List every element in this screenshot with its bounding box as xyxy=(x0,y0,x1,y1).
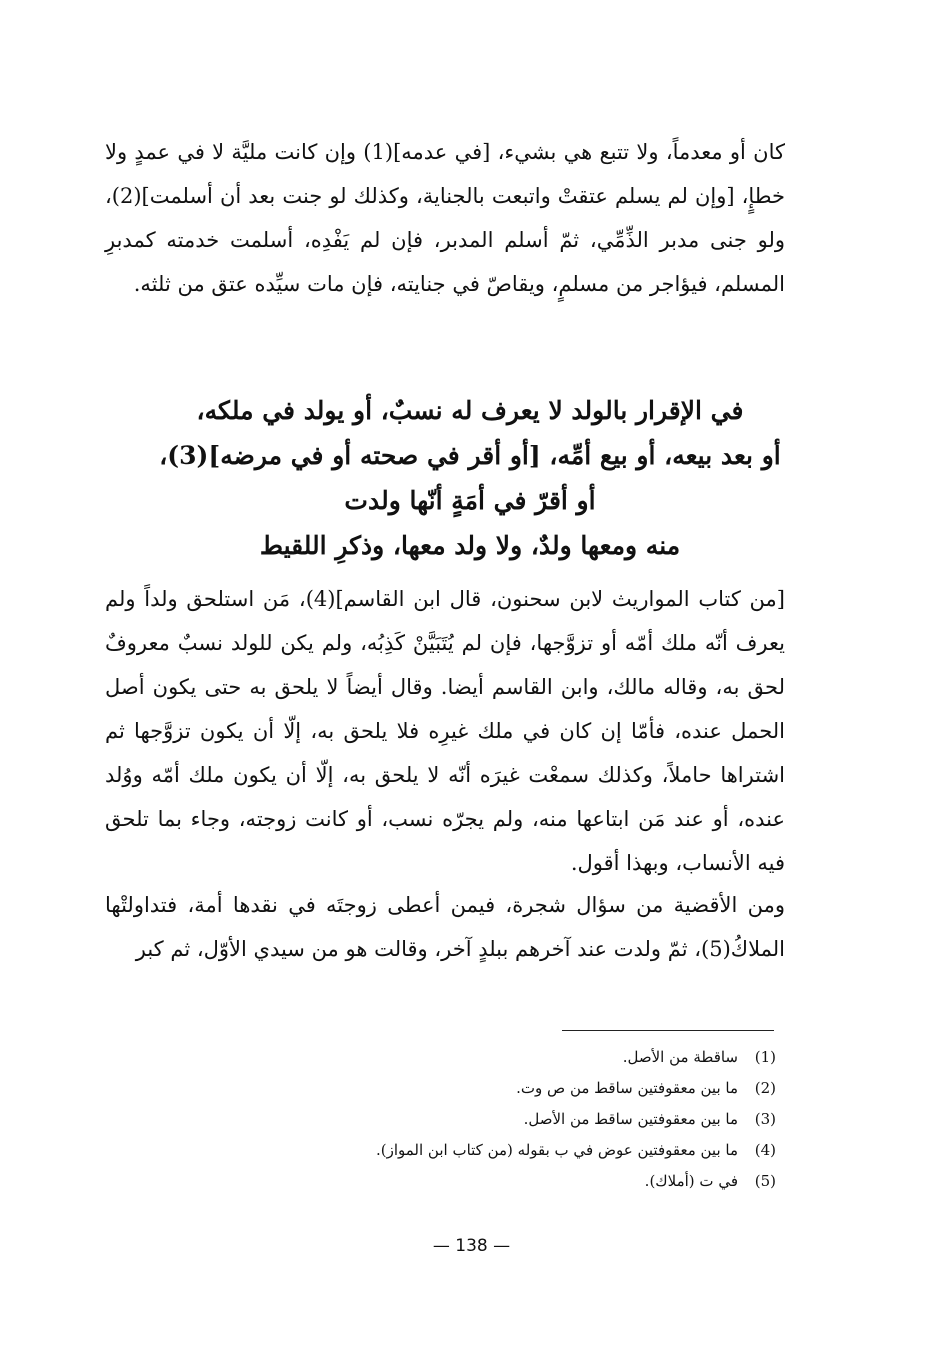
footnote-text: ما بين معقوفتين ساقط من ص وت. xyxy=(516,1079,738,1097)
heading-line-3: أو أقرّ في أمَةٍ أنّها ولدت xyxy=(344,486,596,515)
footnote-number: (2) xyxy=(754,1079,776,1097)
footnote-text: ما بين معقوفتين ساقط من الأصل. xyxy=(523,1110,738,1128)
footnote-item xyxy=(280,1166,776,1197)
footnote-number: (4) xyxy=(754,1141,776,1159)
footnote-text: ما بين معقوفتين عوض في ب بقوله (من كتاب ابن المواز). xyxy=(375,1141,738,1159)
section-heading xyxy=(110,388,830,568)
heading-line-2: أو بعد بيعه، أو بيع أمِّه، [أو أقر في صحته أو في مرضه](3)، xyxy=(159,441,781,470)
footnotes-list xyxy=(280,1042,776,1197)
footnote-item xyxy=(280,1104,776,1135)
heading-line-1: في الإقرار بالولد لا يعرف له نسبٌ، أو يولد في ملكه، xyxy=(196,396,744,425)
footnote-divider xyxy=(562,1030,774,1031)
page-number: — 138 — xyxy=(432,1236,511,1256)
footnote-text: ساقطة من الأصل. xyxy=(622,1048,738,1066)
footnote-item xyxy=(280,1073,776,1104)
footnote-item xyxy=(280,1042,776,1073)
footnote-number: (5) xyxy=(754,1172,776,1190)
footnote-text: في ت (أملاك). xyxy=(644,1172,738,1190)
heading-line-4: منه ومعها ولدٌ، ولا ولد معها، وذكرِ اللقيط xyxy=(259,531,681,560)
footnote-number: (3) xyxy=(754,1110,776,1128)
paragraph-3: ومن الأقضية من سؤال شجرة، فيمن أعطى زوجتَه في نقدها أمة، فتداولتْها الملاكُ(5)، ثمّ ولدت عند آخرهم ببلدٍ آخر، وقالت هو من سيدي الأوّل، ثم كبر xyxy=(105,893,785,961)
paragraph-1: كان أو معدماً، ولا تتبع هي بشيء، [في عدمه](1) وإن كانت مليَّة لا في عمدٍ ولا خطإٍ، [وإن لم يسلم عتقتْ واتبعت بالجناية، وكذلك لو جنت بعد أن أسلمت](2)، ولو جنى مدبر الذِّمِّي، ثمّ أسلم المدبر، فإن لم يَفْدِه، أسلمت خدمته كمدبرِ المسلم، فيؤاجر من مسلمٍ، ويقاصّ في جنايته، فإن مات سيِّده عتق من ثلثه. xyxy=(105,140,785,296)
footnote-item xyxy=(280,1135,776,1166)
footnote-number: (1) xyxy=(754,1048,776,1066)
paragraph-2: [من كتاب المواريث لابن سحنون، قال ابن القاسم](4)، مَن استلحق ولداً ولم يعرف أنّه ملك أمّه أو تزوَّجها، فإن لم يُتَبَيَّنْ كَذِبُه، ولم يكن للولد نسبٌ معروفٌ لحق به، وقاله مالك، وابن القاسم أيضا. وقال أيضاً لا يلحق به حتى يكون أصل الحمل عنده، فأمّا إن كان في ملك غيرِه فلا يلحق به، إلّا أن يكون تزوَّجها ثم اشتراها حاملاً، وكذلك سمعْت غيرَه أنّه لا يلحق به، إلّا أن يكون ملك أمّه ووُلد عنده، أو عند مَن ابتاعها منه، ولم يجرّه نسب، أو كانت زوجته، وجاء بما تلحق فيه الأنساب، وبهذا أقول. xyxy=(105,587,785,875)
